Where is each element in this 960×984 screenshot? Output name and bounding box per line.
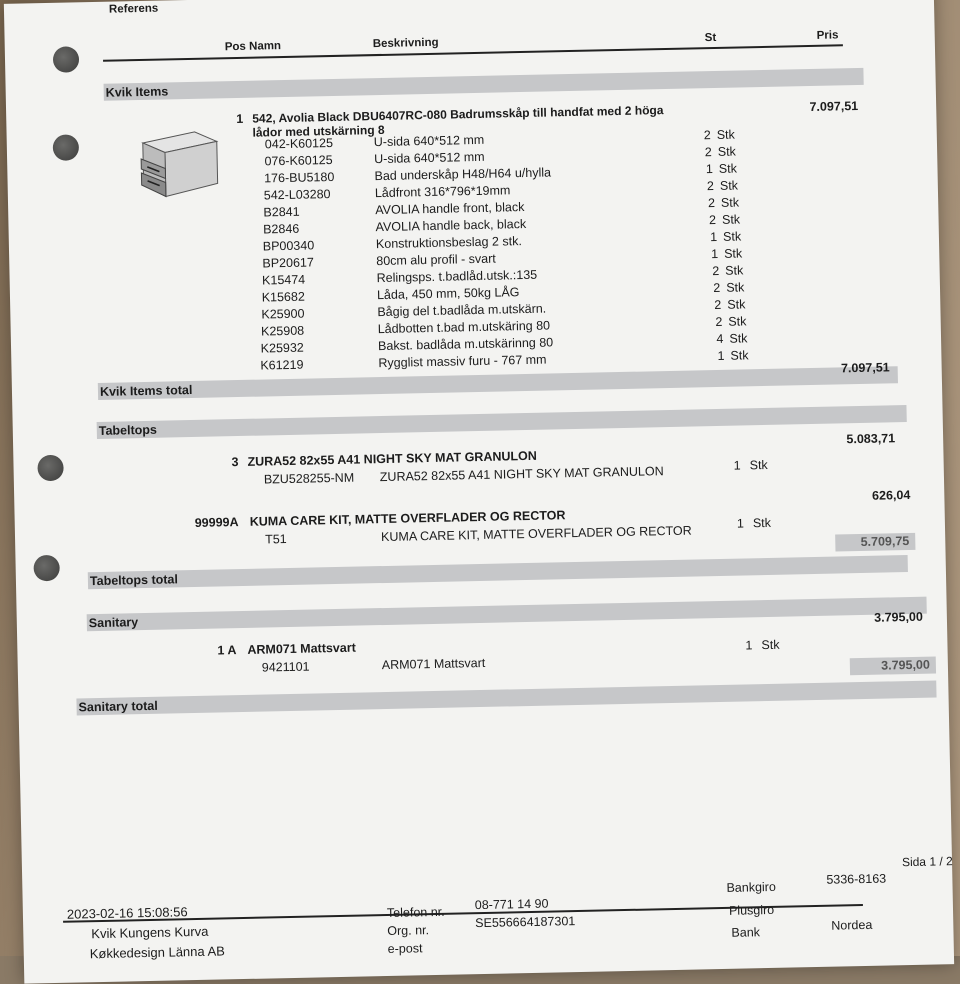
row-description: U-sida 640*512 mm bbox=[374, 150, 485, 166]
sanitary-total-label: Sanitary total bbox=[78, 699, 157, 715]
bankgiro-label: Bankgiro bbox=[726, 880, 776, 895]
tabeltops-item2-qty: 1 bbox=[737, 516, 744, 530]
row-code: BP20617 bbox=[262, 255, 314, 270]
row-code: K25900 bbox=[261, 307, 304, 322]
row-qty: 1 bbox=[700, 247, 718, 261]
row-unit: Stk bbox=[729, 331, 747, 345]
row-description: Lådfront 316*796*19mm bbox=[375, 183, 511, 200]
row-unit: Stk bbox=[723, 229, 741, 243]
row-unit: Stk bbox=[717, 128, 735, 142]
row-qty: 1 bbox=[699, 230, 717, 244]
org-value: SE556664187301 bbox=[475, 914, 575, 930]
kvik-total-label: Kvik Items total bbox=[100, 383, 193, 399]
row-qty: 2 bbox=[693, 128, 711, 142]
tabeltops-item1-desc: ZURA52 82x55 A41 NIGHT SKY MAT GRANULON bbox=[380, 464, 664, 484]
section-band bbox=[97, 405, 907, 439]
tabeltops-item2-code: T51 bbox=[265, 532, 287, 546]
sanitary-item1-price: 3.795,00 bbox=[851, 610, 923, 626]
org-label: Org. nr. bbox=[387, 923, 429, 938]
row-qty: 2 bbox=[694, 145, 712, 159]
row-description: 80cm alu profil - svart bbox=[376, 252, 496, 268]
row-qty: 2 bbox=[701, 264, 719, 278]
tabeltops-item2-name: KUMA CARE KIT, MATTE OVERFLADER OG RECTOR bbox=[250, 508, 566, 529]
row-description: AVOLIA handle front, black bbox=[375, 200, 524, 217]
tabeltops-item2-price: 626,04 bbox=[838, 488, 910, 504]
item-price: 7.097,51 bbox=[786, 99, 858, 115]
tabeltops-item1-price: 5.083,71 bbox=[823, 431, 895, 447]
col-pos-namn: Pos Namn bbox=[225, 40, 281, 53]
tabeltops-item2-pos: 99999A bbox=[195, 515, 239, 530]
row-code: K15682 bbox=[262, 290, 305, 305]
section-band bbox=[104, 68, 864, 101]
row-unit: Stk bbox=[730, 348, 748, 362]
telefon-label: Telefon nr. bbox=[387, 905, 445, 920]
total-band bbox=[88, 555, 908, 589]
row-code: 042-K60125 bbox=[265, 136, 333, 151]
row-description: Bågig del t.badlåda m.utskärn. bbox=[377, 302, 546, 320]
row-code: K61219 bbox=[260, 358, 303, 373]
tabeltops-item1-code: BZU528255-NM bbox=[264, 471, 355, 487]
row-unit: Stk bbox=[727, 297, 745, 311]
section-title-tabeltops: Tabeltops bbox=[99, 423, 157, 438]
row-code: 176-BU5180 bbox=[264, 170, 334, 185]
tabeltops-item1-qty: 1 bbox=[734, 459, 741, 473]
invoice-page bbox=[4, 0, 954, 984]
col-pris: Pris bbox=[817, 29, 839, 41]
binder-hole bbox=[33, 555, 60, 582]
footer-company-2: Køkkedesign Länna AB bbox=[90, 943, 225, 961]
page-number: Sida 1 / 2 bbox=[902, 854, 953, 869]
row-code: 542-L03280 bbox=[264, 187, 331, 202]
epost-label: e-post bbox=[388, 941, 423, 956]
row-code: 076-K60125 bbox=[264, 153, 332, 168]
plusgiro-label: Plusgiro bbox=[729, 903, 774, 918]
row-qty: 1 bbox=[706, 349, 724, 363]
row-description: Lådbotten t.bad m.utskäring 80 bbox=[378, 318, 551, 336]
item-pos: 1 bbox=[236, 112, 243, 126]
row-description: Bad underskåp H48/H64 u/hylla bbox=[374, 165, 551, 183]
row-description: Relingsps. t.badlåd.utsk.:135 bbox=[377, 268, 538, 285]
row-qty: 1 bbox=[695, 162, 713, 176]
tabeltops-item1-pos: 3 bbox=[231, 455, 238, 469]
sanitary-item1-code: 9421101 bbox=[262, 660, 310, 675]
row-unit: Stk bbox=[728, 314, 746, 328]
row-unit: Stk bbox=[726, 280, 744, 294]
row-code: B2841 bbox=[263, 205, 299, 220]
row-qty: 2 bbox=[702, 281, 720, 295]
sanitary-item1-unit: Stk bbox=[761, 638, 779, 652]
referens-label: Referens bbox=[109, 3, 158, 16]
item-title-line2: lådor med utskärning 8 bbox=[252, 123, 384, 140]
row-unit: Stk bbox=[721, 195, 739, 209]
row-unit: Stk bbox=[718, 145, 736, 159]
bank-value: Nordea bbox=[831, 918, 872, 933]
row-description: U-sida 640*512 mm bbox=[374, 133, 485, 149]
row-qty: 2 bbox=[704, 315, 722, 329]
footer-datetime: 2023-02-16 15:08:56 bbox=[67, 904, 188, 922]
row-qty: 2 bbox=[703, 298, 721, 312]
row-unit: Stk bbox=[724, 246, 742, 260]
row-unit: Stk bbox=[722, 212, 740, 226]
row-code: BP00340 bbox=[263, 238, 315, 253]
telefon-value: 08-771 14 90 bbox=[475, 897, 549, 913]
section-band bbox=[87, 597, 927, 632]
row-code: K15474 bbox=[262, 273, 305, 288]
section-title-kvik: Kvik Items bbox=[106, 84, 169, 99]
tabeltops-item1-name: ZURA52 82x55 A41 NIGHT SKY MAT GRANULON bbox=[247, 449, 537, 469]
kvik-total-value: 7.097,51 bbox=[818, 360, 890, 376]
item-title: 542, Avolia Black DBU6407RC-080 Badrumsskåp till handfat med 2 höga bbox=[252, 103, 663, 126]
binder-hole bbox=[53, 46, 80, 73]
row-description: Bakst. badlåda m.utskärinng 80 bbox=[378, 335, 553, 353]
binder-hole bbox=[53, 134, 80, 161]
row-qty: 4 bbox=[705, 332, 723, 346]
sanitary-item1-name: ARM071 Mattsvart bbox=[247, 641, 356, 657]
row-unit: Stk bbox=[720, 179, 738, 193]
row-code: B2846 bbox=[263, 222, 299, 237]
bank-label: Bank bbox=[731, 925, 760, 940]
sanitary-total-value: 3.795,00 bbox=[858, 658, 930, 674]
tabeltops-total-value: 5.709,75 bbox=[841, 534, 909, 549]
cabinet-image bbox=[136, 127, 222, 209]
tabeltops-item2-unit: Stk bbox=[753, 516, 771, 530]
col-beskrivning: Beskrivning bbox=[373, 37, 439, 50]
row-code: K25932 bbox=[261, 341, 304, 356]
binder-hole bbox=[37, 455, 64, 482]
sanitary-item1-pos: 1 A bbox=[217, 643, 236, 657]
col-st: St bbox=[705, 32, 717, 44]
row-unit: Stk bbox=[725, 263, 743, 277]
row-unit: Stk bbox=[719, 162, 737, 176]
header-rule bbox=[103, 44, 843, 61]
section-title-sanitary: Sanitary bbox=[89, 615, 139, 630]
row-description: Konstruktionsbeslag 2 stk. bbox=[376, 234, 522, 251]
row-code: K25908 bbox=[261, 324, 304, 339]
row-description: AVOLIA handle back, black bbox=[375, 217, 526, 234]
sanitary-item1-qty: 1 bbox=[745, 638, 752, 652]
row-qty: 2 bbox=[697, 196, 715, 210]
row-description: Låda, 450 mm, 50kg LÅG bbox=[377, 285, 520, 302]
footer-company: Kvik Kungens Kurva bbox=[91, 924, 208, 941]
total-band bbox=[98, 366, 898, 400]
row-qty: 2 bbox=[698, 213, 716, 227]
bankgiro-value: 5336-8163 bbox=[826, 872, 886, 887]
sanitary-item1-desc: ARM071 Mattsvart bbox=[382, 656, 486, 672]
tabeltops-total-label: Tabeltops total bbox=[90, 572, 178, 588]
tabeltops-item2-desc: KUMA CARE KIT, MATTE OVERFLADER OG RECTOR bbox=[381, 524, 692, 545]
tabeltops-item1-unit: Stk bbox=[750, 458, 768, 472]
row-qty: 2 bbox=[696, 179, 714, 193]
row-description: Rygglist massiv furu - 767 mm bbox=[378, 353, 546, 371]
total-band bbox=[76, 680, 936, 715]
